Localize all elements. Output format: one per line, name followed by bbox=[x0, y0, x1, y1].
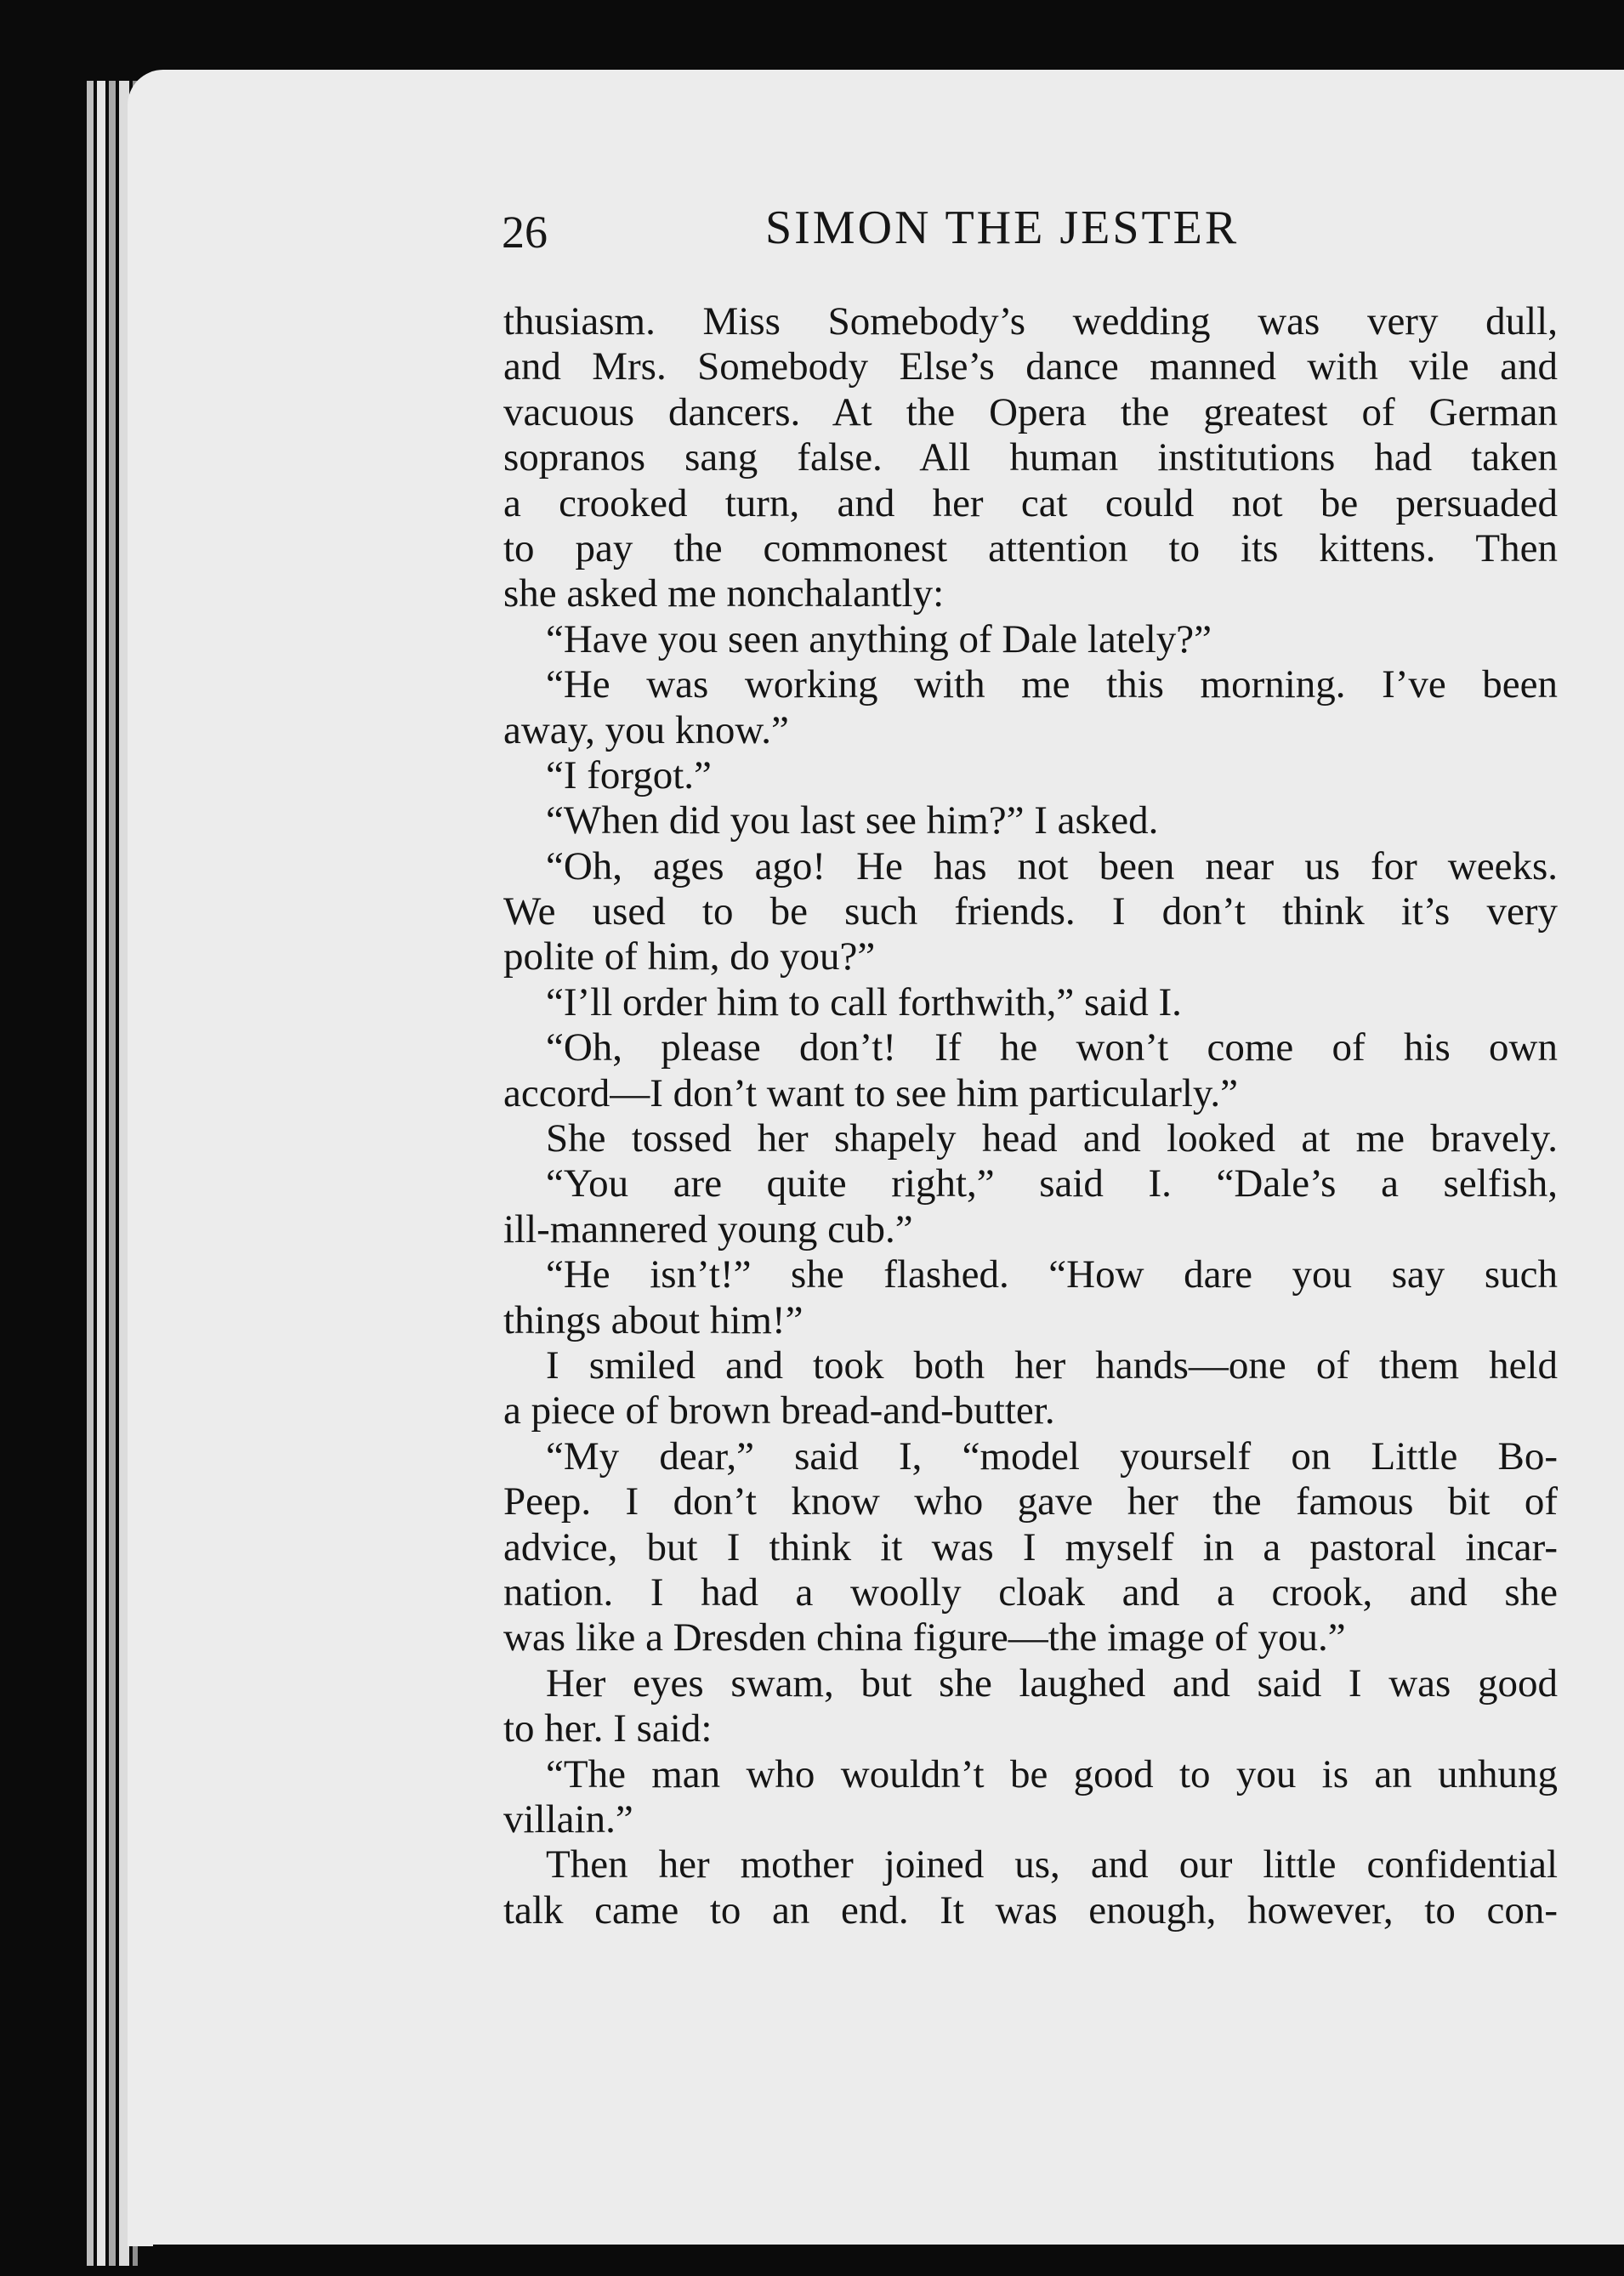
text-line: she asked me nonchalantly: bbox=[503, 571, 945, 616]
text-line: sopranos sang false. All human institutions had taken bbox=[503, 435, 1558, 480]
text-line: “I forgot.” bbox=[546, 752, 712, 797]
text-line: nation. I had a woolly cloak and a crook, and she bbox=[503, 1569, 1558, 1615]
text-line: “The man who wouldn’t be good to you is an unhung bbox=[546, 1751, 1558, 1796]
text-line: a crooked turn, and her cat could not be persuaded bbox=[503, 480, 1558, 525]
text-line: to pay the commonest attention to its kittens. Then bbox=[503, 525, 1558, 570]
page-edge bbox=[87, 81, 94, 2266]
text-line: “He was working with me this morning. I’ve been bbox=[546, 662, 1558, 707]
text-line: thusiasm. Miss Somebody’s wedding was very dull, bbox=[503, 299, 1558, 343]
text-line: polite of him, do you?” bbox=[503, 934, 876, 979]
text-line: We used to be such friends. I don’t think it’s very bbox=[503, 889, 1558, 934]
text-line: to her. I said: bbox=[503, 1706, 713, 1751]
text-line: advice, but I think it was I myself in a pastoral incar- bbox=[503, 1524, 1558, 1569]
page-number: 26 bbox=[502, 207, 548, 258]
running-head: SIMON THE JESTER bbox=[765, 201, 1240, 254]
page-edge bbox=[97, 81, 105, 2266]
text-line: “Oh, please don’t! If he won’t come of his own bbox=[546, 1025, 1558, 1070]
text-line: “Oh, ages ago! He has not been near us for weeks. bbox=[546, 843, 1558, 888]
page-edge bbox=[109, 81, 116, 2266]
text-line: “You are quite right,” said I. “Dale’s a selfish, bbox=[546, 1161, 1558, 1206]
text-line: “I’ll order him to call forthwith,” said I. bbox=[546, 979, 1182, 1024]
text-line: I smiled and took both her hands—one of them held bbox=[546, 1342, 1558, 1388]
text-line: “My dear,” said I, “model yourself on Little Bo- bbox=[546, 1433, 1558, 1479]
scan-border bbox=[153, 2245, 1624, 2276]
text-line: away, you know.” bbox=[503, 707, 789, 752]
text-line: things about him!” bbox=[503, 1297, 803, 1342]
text-line: She tossed her shapely head and looked at me bravely. bbox=[546, 1116, 1558, 1161]
body-text bbox=[503, 299, 1558, 1933]
text-line: villain.” bbox=[503, 1796, 633, 1842]
text-line: Peep. I don’t know who gave her the famous bit of bbox=[503, 1479, 1558, 1524]
text-line: ill-mannered young cub.” bbox=[503, 1206, 913, 1252]
text-line: and Mrs. Somebody Else’s dance manned with vile and bbox=[503, 344, 1558, 389]
text-line: Then her mother joined us, and our little confidential bbox=[546, 1842, 1558, 1887]
text-line: “He isn’t!” she flashed. “How dare you say such bbox=[546, 1252, 1558, 1297]
text-line: a piece of brown bread-and-butter. bbox=[503, 1388, 1055, 1433]
text-line: Her eyes swam, but she laughed and said I was good bbox=[546, 1660, 1558, 1706]
text-line: talk came to an end. It was enough, however, to con- bbox=[503, 1887, 1558, 1933]
text-line: vacuous dancers. At the Opera the greatest of German bbox=[503, 389, 1558, 434]
text-line: “When did you last see him?” I asked. bbox=[546, 798, 1159, 843]
text-line: accord—I don’t want to see him particularly.” bbox=[503, 1070, 1238, 1115]
text-line: was like a Dresden china figure—the image of you.” bbox=[503, 1615, 1346, 1660]
page-header bbox=[502, 201, 1564, 269]
text-line: “Have you seen anything of Dale lately?” bbox=[546, 616, 1212, 661]
